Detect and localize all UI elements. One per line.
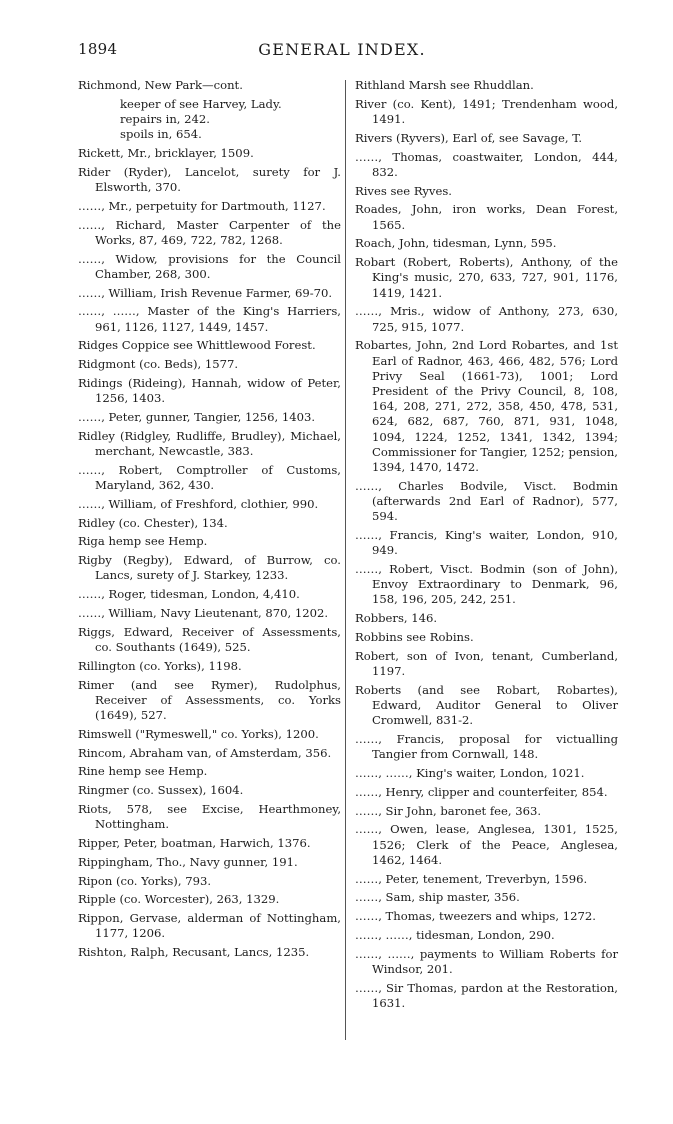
index-entry: Rimswell ("Rymeswell," co. Yorks), 1200. bbox=[78, 726, 319, 741]
index-entry: Roberts (and see Robart, Robartes), Edward, Auditor General to Oliver Cromwell, 831-2. bbox=[355, 682, 618, 728]
index-subentry: repairs in, 242. bbox=[120, 112, 210, 126]
index-entry: ……, Richard, Master Carpenter of the Works, 87, 469, 722, 782, 1268. bbox=[78, 217, 341, 247]
index-entry: ……, Mris., widow of Anthony, 273, 630, 725, 915, 1077. bbox=[355, 304, 618, 334]
page-header bbox=[78, 40, 606, 64]
index-column-right bbox=[355, 78, 618, 1015]
index-subentry: spoils in, 654. bbox=[120, 127, 202, 142]
index-entry: Riggs, Edward, Receiver of Assessments, co. Southants (1649), 525. bbox=[78, 624, 341, 654]
index-entry: Robert, son of Ivon, tenant, Cumberland, 1197. bbox=[355, 648, 618, 679]
index-entry: Ridley (Ridgley, Rudliffe, Brudley), Michael, merchant, Newcastle, 383. bbox=[78, 428, 341, 458]
index-entry: Roach, John, tidesman, Lynn, 595. bbox=[355, 236, 557, 251]
index-entry: Ripon (co. Yorks), 793. bbox=[78, 873, 212, 888]
index-entry: Rimer (and see Rymer), Rudolphus, Receiver of Assessments, co. Yorks (1649), 527. bbox=[78, 677, 341, 722]
index-entry: Ripple (co. Worcester), 263, 1329. bbox=[78, 892, 280, 907]
index-entry: Rivers (Ryvers), Earl of, see Savage, T. bbox=[355, 130, 582, 145]
index-entry: ……, Henry, clipper and counterfeiter, 854. bbox=[355, 784, 608, 799]
index-entry: ……, Widow, provisions for the Council Chamber, 268, 300. bbox=[78, 251, 341, 281]
index-entry: ……, Thomas, coastwaiter, London, 444, 832. bbox=[355, 149, 618, 179]
index-entry: Robbers, 146. bbox=[355, 611, 438, 626]
index-subentry: keeper of see Harvey, Lady. bbox=[120, 96, 282, 111]
index-entry: Robartes, John, 2nd Lord Robartes, and 1st Earl of Radnor, 463, 466, 482, 576; Lord Privy Seal (1661-73), 1001; Lord President of the Privy Council, 8, 108, 164, 208, 271, 272, 358, 450, 478, 531, 624, 682, 687, 760, 871, 931, 1048, 1094, 1224, 1252, 1341, 1342, 1394; Commissioner for Tangier, 1252; pension, 1394, 1470, 1472. bbox=[355, 338, 618, 475]
index-entry: Robbins see Robins. bbox=[355, 630, 474, 645]
index-entry: ……, Peter, gunner, Tangier, 1256, 1403. bbox=[78, 409, 316, 424]
index-entry: ……, Sam, ship master, 356. bbox=[355, 890, 520, 905]
index-entry: ……, Robert, Visct. Bodmin (son of John), Envoy Extraordinary to Denmark, 96, 158, 196, 205, 242, 251. bbox=[355, 562, 618, 607]
index-entry: Rishton, Ralph, Recusant, Lancs, 1235. bbox=[78, 945, 310, 960]
index-entry: ……, Peter, tenement, Treverbyn, 1596. bbox=[355, 871, 588, 886]
index-entry: ……, ……, Master of the King's Harriers, 961, 1126, 1127, 1449, 1457. bbox=[78, 304, 341, 334]
index-entry: Ripper, Peter, boatman, Harwich, 1376. bbox=[78, 835, 311, 850]
index-entry: ……, Francis, King's waiter, London, 910, 949. bbox=[355, 528, 618, 558]
index-entry: Rippon, Gervase, alderman of Nottingham, 1177, 1206. bbox=[78, 911, 341, 941]
column-divider bbox=[345, 80, 346, 1040]
index-entry: ……, William, Irish Revenue Farmer, 69-70. bbox=[78, 285, 333, 300]
index-entry: ……, Francis, proposal for victualling Tangier from Cornwall, 148. bbox=[355, 732, 618, 762]
index-entry: Rigby (Regby), Edward, of Burrow, co. Lancs, surety of J. Starkey, 1233. bbox=[78, 553, 341, 583]
index-entry: ……, Mr., perpetuity for Dartmouth, 1127. bbox=[78, 198, 326, 213]
index-entry: ……, Sir John, baronet fee, 363. bbox=[355, 803, 542, 818]
index-entry: ……, ……, payments to William Roberts for Windsor, 201. bbox=[355, 946, 618, 976]
index-entry: River (co. Kent), 1491; Trendenham wood, 1491. bbox=[355, 96, 618, 126]
index-entry: Rickett, Mr., bricklayer, 1509. bbox=[78, 146, 254, 160]
index-entry: Ridgmont (co. Beds), 1577. bbox=[78, 357, 239, 372]
index-entry: Ridges Coppice see Whittlewood Forest. bbox=[78, 338, 316, 353]
index-entry: Richmond, New Park—cont. bbox=[78, 78, 243, 92]
index-entry: Riots, 578, see Excise, Hearthmoney, Nottingham. bbox=[78, 801, 341, 832]
page-title: GENERAL INDEX. bbox=[258, 40, 426, 59]
index-entry: Ringmer (co. Sussex), 1604. bbox=[78, 783, 244, 798]
index-entry: Ridings (Rideing), Hannah, widow of Peter, 1256, 1403. bbox=[78, 375, 341, 406]
index-entry: Rithland Marsh see Rhuddlan. bbox=[355, 78, 534, 92]
index-entry: ……, Owen, lease, Anglesea, 1301, 1525, 1526; Clerk of the Peace, Anglesea, 1462, 1464. bbox=[355, 822, 618, 867]
index-entry: Rincom, Abraham van, of Amsterdam, 356. bbox=[78, 745, 332, 760]
index-entry: Rider (Ryder), Lancelot, surety for J. Elsworth, 370. bbox=[78, 164, 341, 194]
page-number: 1894 bbox=[78, 40, 118, 58]
index-entry: Roades, John, iron works, Dean Forest, 1565. bbox=[355, 202, 618, 232]
index-entry: Rippingham, Tho., Navy gunner, 191. bbox=[78, 854, 298, 869]
index-entry: ……, ……, King's waiter, London, 1021. bbox=[355, 766, 585, 781]
index-entry: ……, William, of Freshford, clothier, 990. bbox=[78, 496, 319, 511]
index-entry: ……, Thomas, tweezers and whips, 1272. bbox=[355, 909, 596, 924]
index-entry: Riga hemp see Hemp. bbox=[78, 534, 208, 549]
index-entry: ……, William, Navy Lieutenant, 870, 1202. bbox=[78, 605, 329, 620]
index-entry: Rine hemp see Hemp. bbox=[78, 764, 208, 779]
index-entry: Ridley (co. Chester), 134. bbox=[78, 515, 228, 530]
index-entry: ……, Robert, Comptroller of Customs, Maryland, 362, 430. bbox=[78, 462, 341, 492]
index-entry: Rillington (co. Yorks), 1198. bbox=[78, 658, 242, 673]
index-entry: ……, ……, tidesman, London, 290. bbox=[355, 928, 555, 942]
index-column-left bbox=[78, 78, 341, 964]
index-entry: Rives see Ryves. bbox=[355, 183, 452, 198]
index-entry: Robart (Robert, Roberts), Anthony, of the King's music, 270, 633, 727, 901, 1176, 1419, 1421. bbox=[355, 255, 618, 300]
index-entry: ……, Roger, tidesman, London, 4,410. bbox=[78, 587, 300, 602]
index-entry: ……, Sir Thomas, pardon at the Restoration, 1631. bbox=[355, 980, 618, 1010]
index-entry: ……, Charles Bodvile, Visct. Bodmin (afterwards 2nd Earl of Radnor), 577, 594. bbox=[355, 478, 618, 524]
